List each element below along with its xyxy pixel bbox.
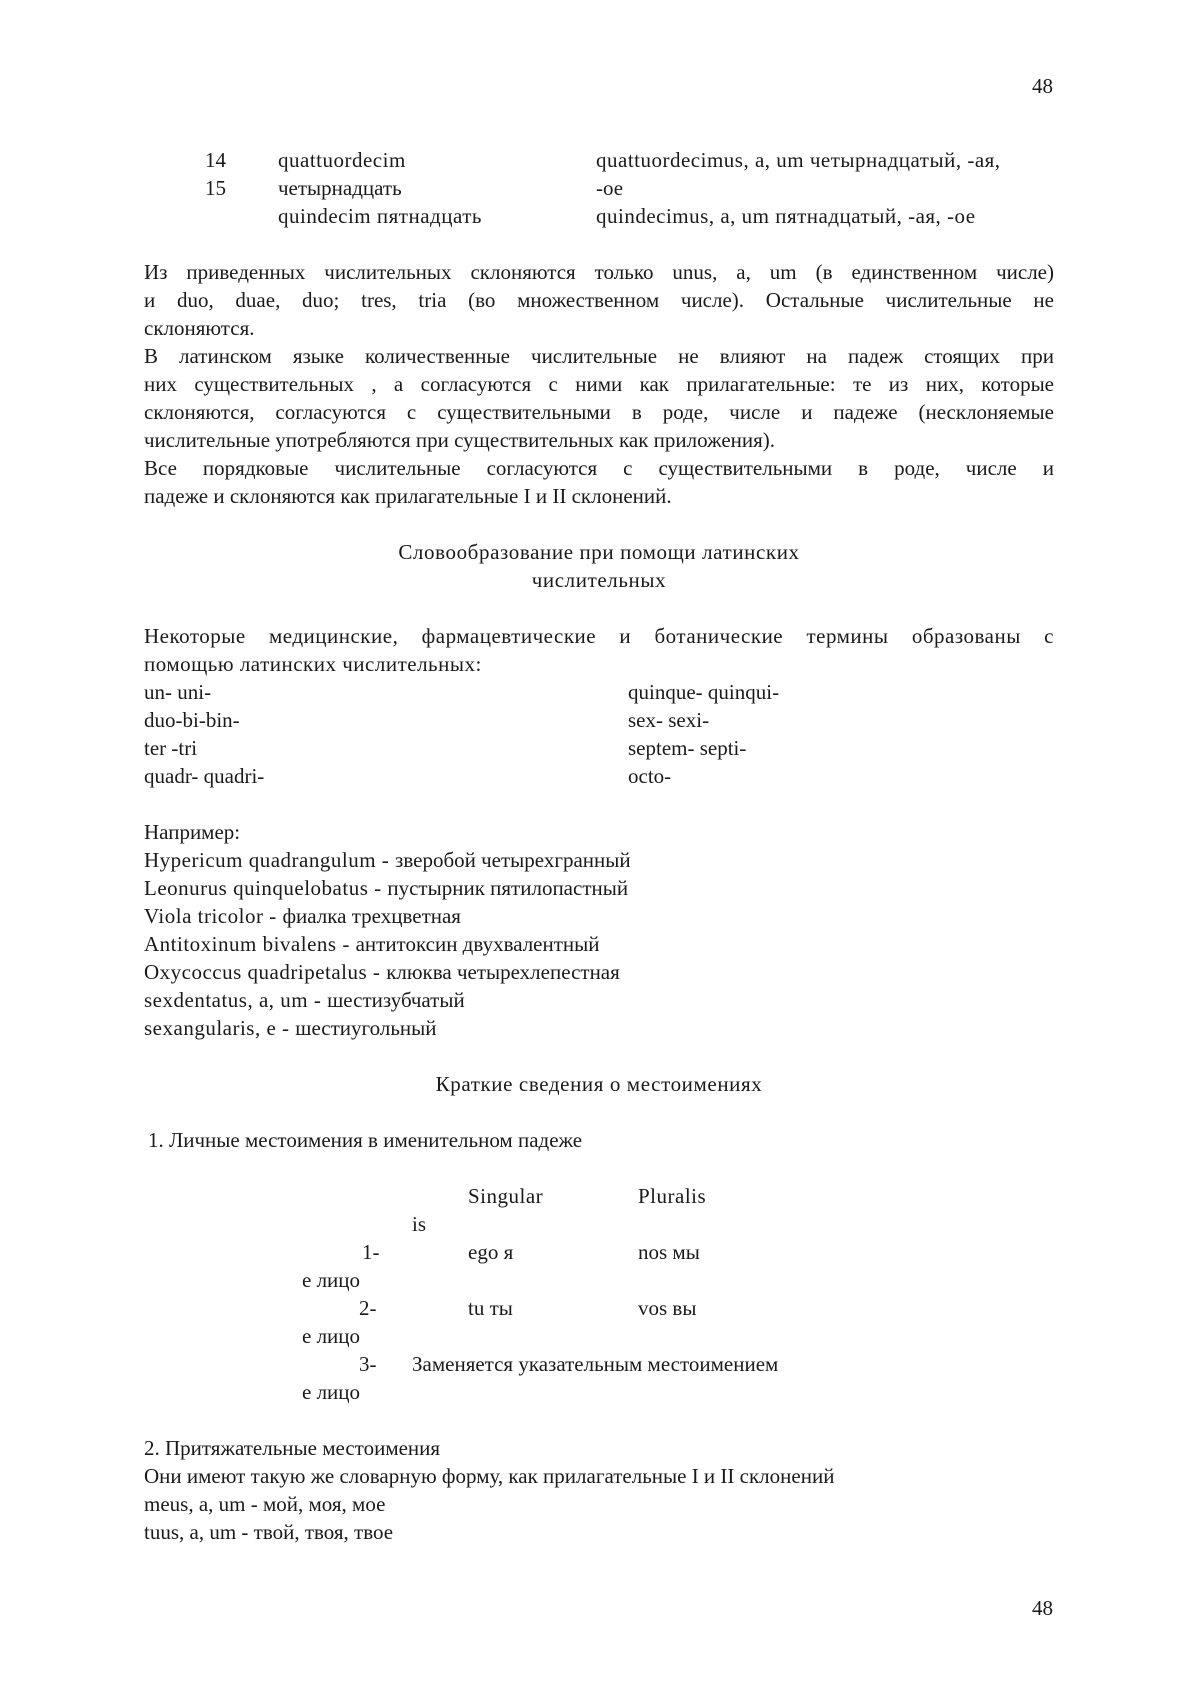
- example-latin: Antitoxinum bivalens -: [144, 932, 356, 956]
- prefix-right: quinque- quinqui-: [628, 680, 780, 704]
- page-number-bottom: 48: [1032, 1596, 1053, 1620]
- example-russian: шестизубчатый: [327, 988, 465, 1012]
- column-header-singular: Singular: [468, 1184, 544, 1208]
- latin-ordinal-14: quattuordecimus, a, um четырнадцатый, -ая,: [596, 148, 1001, 172]
- paragraph-ordinals: [144, 454, 1054, 510]
- heading-line: Словообразование при помощи латинских: [398, 540, 800, 564]
- paragraph-line: склоняются, согласуются с существительными в роде, числе и падеже (несклоняемые: [144, 400, 1054, 424]
- section1-title: 1. Личные местоимения в именительном падеже: [148, 1128, 583, 1152]
- prefix-left: ter -tri: [144, 736, 198, 760]
- example-item: [144, 846, 631, 874]
- row1-pluralis: nos мы: [638, 1240, 700, 1264]
- latin-cardinal-15: quindecim пятнадцать: [278, 204, 482, 228]
- is-label: is: [412, 1212, 427, 1236]
- paragraph-line: В латинском языке количественные числительные не влияют на падеж стоящих при: [144, 344, 1054, 368]
- paragraph-agreement: [144, 342, 1054, 454]
- prefix-left: quadr- quadri-: [144, 764, 265, 788]
- section2-line: tuus, a, um - твой, твоя, твое: [144, 1520, 394, 1544]
- paragraph-line: и duo, duae, duo; tres, tria (во множественном числе). Остальные числительные не: [144, 288, 1054, 312]
- prefix-left: duo-bi-bin-: [144, 708, 240, 732]
- example-russian: шестиугольный: [295, 1016, 437, 1040]
- row3-face: е лицо: [302, 1380, 361, 1404]
- example-item: [144, 902, 461, 930]
- section2-title: 2. Притяжательные местоимения: [144, 1436, 441, 1460]
- row3-number: 3-: [359, 1352, 377, 1376]
- example-russian: зверобой четырехгранный: [395, 848, 631, 872]
- row3-text: Заменяется указательным местоимением: [412, 1352, 779, 1376]
- paragraph-declension: [144, 258, 1054, 342]
- ordinal-ending: -ое: [596, 176, 624, 200]
- row2-singular: tu ты: [468, 1296, 513, 1320]
- row1-face: е лицо: [302, 1268, 361, 1292]
- numeral-15: 15: [205, 176, 226, 200]
- example-latin: sexdentatus, a, um -: [144, 988, 328, 1012]
- prefix-right: octo-: [628, 764, 672, 788]
- row2-number: 2-: [359, 1296, 377, 1320]
- example-item: [144, 874, 628, 902]
- paragraph-line: них существительных , а согласуются с ними как прилагательные: те из них, которые: [144, 372, 1054, 396]
- section2-line: Они имеют такую же словарную форму, как прилагательные I и II склонений: [144, 1464, 835, 1488]
- paragraph-line: Некоторые медицинские, фармацевтические и ботанические термины образованы с: [144, 624, 1054, 648]
- example-item: [144, 986, 465, 1014]
- russian-cardinal-14: четырнадцать: [278, 176, 402, 200]
- example-latin: Leonurus quinquelobatus -: [144, 876, 388, 900]
- row1-number: 1-: [362, 1240, 380, 1264]
- example-latin: sexangularis, e -: [144, 1016, 296, 1040]
- heading-line: числительных: [531, 568, 667, 592]
- paragraph-terms: [144, 622, 1054, 678]
- example-russian: фиалка трехцветная: [282, 904, 461, 928]
- numeral-14: 14: [205, 148, 226, 172]
- paragraph-line: склоняются.: [144, 316, 255, 340]
- paragraph-line: Все порядковые числительные согласуются с существительными в роде, числе и: [144, 456, 1054, 480]
- example-russian: пустырник пятилопастный: [387, 876, 629, 900]
- section-heading-pronouns: Краткие сведения о местоимениях: [435, 1072, 763, 1096]
- example-russian: антитоксин двухвалентный: [355, 932, 600, 956]
- example-item: [144, 1014, 437, 1042]
- prefix-right: sex- sexi-: [628, 708, 710, 732]
- prefix-right: septem- septi-: [628, 736, 747, 760]
- latin-cardinal-14: quattuordecim: [278, 148, 406, 172]
- row2-face: е лицо: [302, 1324, 361, 1348]
- row2-pluralis: vos вы: [638, 1296, 697, 1320]
- page-number-top: 48: [1032, 74, 1053, 98]
- column-header-pluralis: Pluralis: [638, 1184, 707, 1208]
- row1-singular: ego я: [468, 1240, 514, 1264]
- prefix-left: un- uni-: [144, 680, 212, 704]
- paragraph-line: помощью латинских числительных:: [144, 652, 482, 676]
- example-latin: Viola tricolor -: [144, 904, 283, 928]
- example-russian: клюква четырехлепестная: [386, 960, 620, 984]
- example-item: [144, 930, 600, 958]
- example-item: [144, 958, 620, 986]
- paragraph-line: Из приведенных числительных склоняются только unus, a, um (в единственном числе): [144, 260, 1054, 284]
- paragraph-line: числительные употребляются при существительных как приложения).: [144, 428, 776, 452]
- examples-label: Например:: [144, 820, 241, 844]
- example-latin: Hypericum quadrangulum -: [144, 848, 396, 872]
- example-latin: Oxycoccus quadripetalus -: [144, 960, 387, 984]
- section-heading-word-formation: [144, 538, 1054, 594]
- paragraph-line: падеже и склоняются как прилагательные I и II склонений.: [144, 484, 672, 508]
- latin-ordinal-15: quindecimus, a, um пятнадцатый, -ая, -ое: [596, 204, 976, 228]
- section2-line: meus, a, um - мой, моя, мое: [144, 1492, 386, 1516]
